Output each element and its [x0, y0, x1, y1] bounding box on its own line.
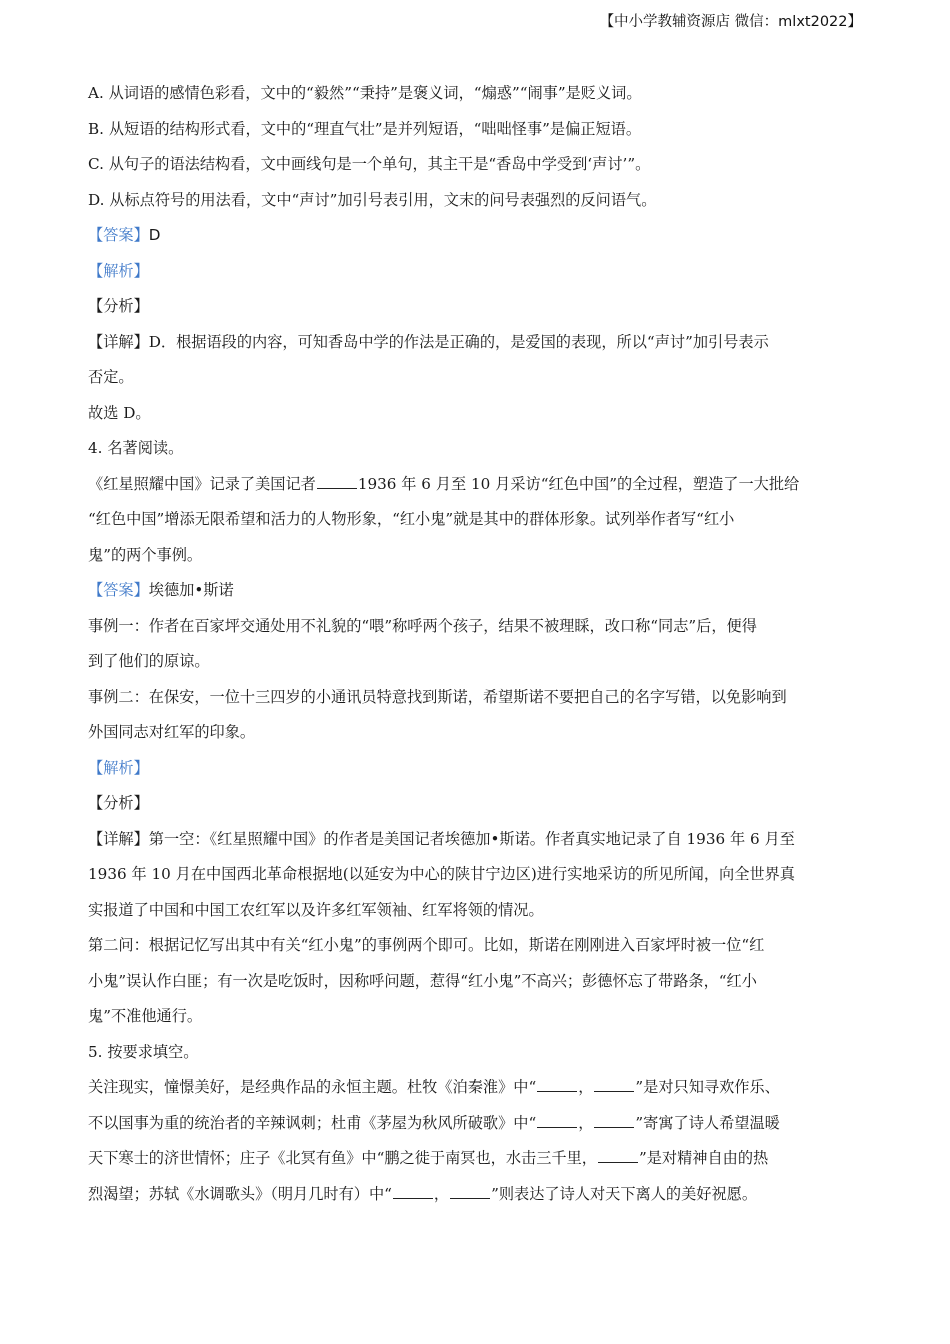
- q5-line: [88, 1106, 878, 1142]
- q4-stem-line: “红色中国”增添无限希望和活力的人物形象，“红小鬼”就是其中的群体形象。试列举作者写“红小: [88, 510, 735, 528]
- q4-detail-line: 实报道了中国和中国工农红军以及许多红军领袖、红军将领的情况。: [88, 900, 544, 919]
- q4-example-line: 外国同志对红军的印象。: [88, 723, 256, 741]
- fill-blank: [594, 1112, 634, 1128]
- q4-example-line: 事例二：在保安，一位十三四岁的小通讯员特意找到斯诺，希望斯诺不要把自己的名字写错，以免影响到: [88, 687, 787, 706]
- q5-text: ，: [578, 1113, 594, 1132]
- q5-text: 关注现实，憧憬美好，是经典作品的永恒主题。杜牧《泊秦淮》中“: [88, 1078, 537, 1096]
- fill-blank: [598, 1147, 638, 1163]
- stem-text: 《红星照耀中国》记录了美国记者: [88, 474, 316, 493]
- q5-line: [88, 1141, 878, 1177]
- q4-detail-line: 1936 年 10 月在中国西北革命根据地(以延安为中心的陕甘宁边区)进行实地采访的所见所闻，向全世界真: [88, 865, 795, 883]
- fill-blank: [537, 1076, 577, 1092]
- stem-text: 1936 年 6 月至 10 月采访“红色中国”的全过程，塑造了一大批给: [357, 474, 800, 493]
- q5-text: ”寄寓了诗人希望温暖: [635, 1113, 780, 1132]
- fill-blank: [537, 1112, 577, 1128]
- q4-detail-line: 第二问：根据记忆写出其中有关“红小鬼”的事例两个即可。比如，斯诺在刚刚进入百家坪时被一位“红: [88, 936, 765, 954]
- q3-analysis-tag: 【解析】: [88, 261, 149, 280]
- q5-text: ”是对精神自由的热: [638, 1149, 769, 1167]
- document-body: [88, 76, 878, 1212]
- option-b: B. 从短语的结构形式看，文中的“理直气壮”是并列短语，“咄咄怪事”是偏正短语。: [88, 119, 642, 138]
- q3-fenxi: 【分析】: [88, 297, 149, 315]
- q5-text: 天下寒士的济世情怀；庄子《北冥有鱼》中“鹏之徙于南冥也，水击三千里，: [88, 1149, 597, 1167]
- q3-answer: [88, 218, 878, 254]
- q4-stem-line: 鬼”的两个事例。: [88, 545, 203, 564]
- q4-detail-line: 鬼”不准他通行。: [88, 1007, 203, 1025]
- q4-analysis-tag: 【解析】: [88, 758, 149, 777]
- q5-text: ”是对只知寻欢作乐、: [635, 1078, 780, 1096]
- answer-tag: 【答案】: [88, 226, 149, 244]
- q4-detail-line: [88, 822, 878, 858]
- detail-tag: 【详解】: [88, 829, 149, 848]
- q4-example-line: 到了他们的原谅。: [88, 652, 210, 670]
- q4-title: 4. 名著阅读。: [88, 439, 184, 457]
- detail-tag: 【详解】: [88, 332, 149, 351]
- q4-fenxi: 【分析】: [88, 794, 149, 812]
- q3-detail-line: 否定。: [88, 368, 134, 386]
- fill-blank: [317, 473, 357, 489]
- option-a: A. 从词语的感情色彩看，文中的“毅然”“秉持”是褒义词，“煽惑”“闹事”是贬义词。: [88, 84, 642, 102]
- fill-blank: [594, 1076, 634, 1092]
- option-d: D. 从标点符号的用法看，文中“声讨”加引号表引用，文末的问号表强烈的反问语气。: [88, 190, 657, 209]
- q5-text: ，: [578, 1078, 594, 1096]
- fill-blank: [450, 1183, 490, 1199]
- q5-text: ，: [433, 1184, 450, 1203]
- answer-value: 埃德加•斯诺: [148, 581, 234, 599]
- answer-tag: 【答案】: [88, 581, 149, 599]
- q5-text: ”则表达了诗人对天下离人的美好祝愿。: [491, 1184, 758, 1203]
- q5-text: 不以国事为重的统治者的辛辣讽刺；杜甫《茅屋为秋风所破歌》中“: [88, 1113, 537, 1132]
- detail-text: D．根据语段的内容，可知香岛中学的作法是正确的，是爱国的表现，所以“声讨”加引号表示: [148, 332, 769, 351]
- q3-choose: 故选 D。: [88, 403, 151, 422]
- q4-stem-line: [88, 467, 878, 503]
- q5-line: [88, 1070, 878, 1106]
- page-header: 【中小学教辅资源店 微信：mlxt2022】: [599, 14, 862, 30]
- q4-answer: [88, 573, 878, 609]
- q3-detail-line: [88, 325, 878, 361]
- q5-title: 5. 按要求填空。: [88, 1042, 199, 1061]
- fill-blank: [393, 1183, 433, 1199]
- q4-example-line: 事例一：作者在百家坪交通处用不礼貌的“喂”称呼两个孩子，结果不被理睬，改口称“同志”后，便得: [88, 616, 757, 635]
- detail-text: 第一空：《红星照耀中国》的作者是美国记者埃德加•斯诺。作者真实地记录了自 1936 年 6 月至: [148, 829, 795, 848]
- q4-detail-line: 小鬼”误认作白匪；有一次是吃饭时，因称呼问题，惹得“红小鬼”不高兴；彭德怀忘了带路条，“红小: [88, 971, 757, 990]
- q5-line: [88, 1177, 878, 1213]
- option-c: C. 从句子的语法结构看，文中画线句是一个单句，其主干是“香岛中学受到‘声讨’”。: [88, 155, 651, 173]
- q5-text: 烈渴望；苏轼《水调歌头》（明月几时有）中“: [88, 1184, 392, 1203]
- answer-value: D: [148, 226, 161, 244]
